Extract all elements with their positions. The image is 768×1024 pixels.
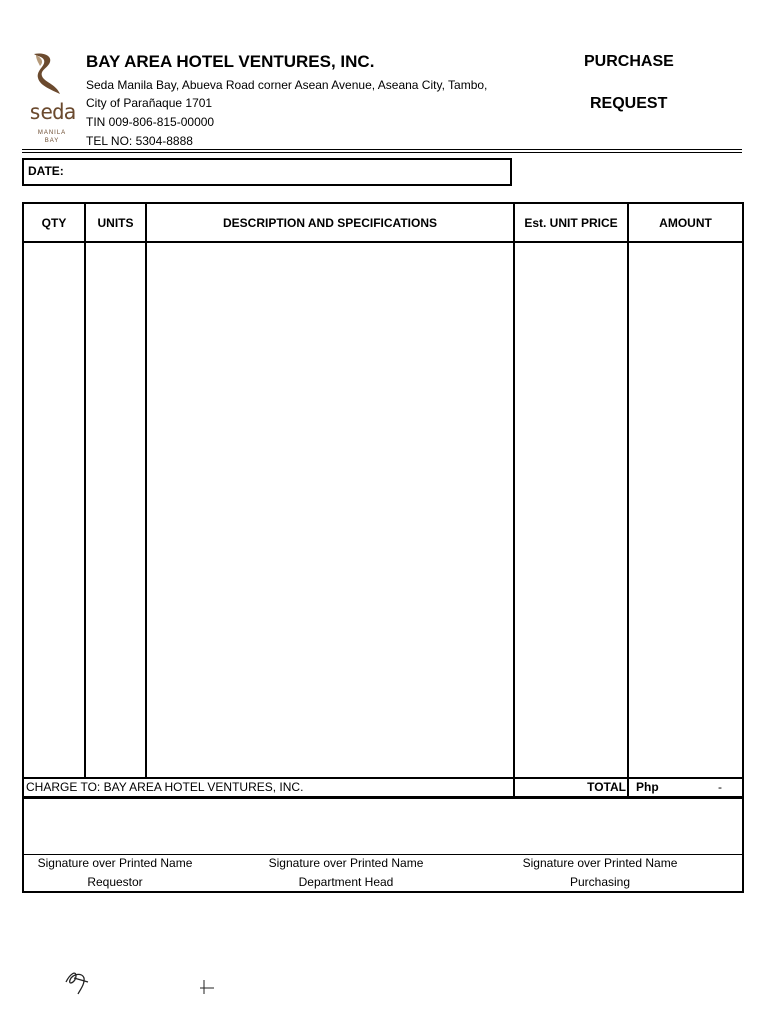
description-entry-area[interactable] [147,243,513,777]
column-header-qty: QTY [41,216,67,230]
charge-to-label: CHARGE TO: BAY AREA HOTEL VENTURES, INC. [26,780,304,794]
telephone-number: TEL NO: 5304-8888 [86,134,193,148]
signature-line-requestor: Signature over Printed Name [37,856,193,870]
signature-line-department-head: Signature over Printed Name [268,856,424,870]
units-entry-area[interactable] [86,243,145,777]
logo-wordmark: seda [28,100,76,124]
header-divider-bottom [22,152,742,153]
column-header-units: UNITS [97,216,134,230]
logo-subline-2: BAY [44,138,60,144]
total-label: TOTAL [587,780,626,794]
total-row-divider [24,777,742,779]
currency-label: Php [636,780,659,794]
amount-entry-area[interactable] [629,243,742,777]
qty-entry-area[interactable] [24,243,84,777]
header-divider-top [22,149,742,150]
address-line-1: Seda Manila Bay, Abueva Road corner Asean Avenue, Aseana City, Tambo, [86,78,488,92]
column-header-amount: AMOUNT [659,216,712,230]
total-amount-value: - [718,780,722,794]
handwritten-initials [60,960,230,1000]
items-table [22,202,744,798]
logo-subline-1: MANILA [37,130,67,136]
company-logo [26,50,78,150]
signature-role-purchasing: Purchasing [569,875,631,889]
signature-role-requestor: Requestor [87,875,143,889]
form-title-line-1: PURCHASE [584,53,674,70]
signature-role-department-head: Department Head [298,875,394,889]
signature-line-purchasing: Signature over Printed Name [522,856,678,870]
signature-space[interactable] [24,799,742,854]
column-header-description: DESCRIPTION AND SPECIFICATIONS [222,216,437,230]
unit-price-entry-area[interactable] [515,243,627,777]
column-header-est-unit-price: Est. UNIT PRICE [524,216,618,230]
date-label: DATE: [28,164,64,178]
signature-section [22,797,744,893]
company-name: BAY AREA HOTEL VENTURES, INC. [86,52,375,71]
tin-number: TIN 009-806-815-00000 [86,115,215,129]
logo-swirl-icon [26,50,78,100]
address-line-2: City of Parañaque 1701 [86,96,213,110]
date-field[interactable] [22,158,512,186]
form-title-line-2: REQUEST [590,95,668,112]
signature-divider [24,854,742,855]
